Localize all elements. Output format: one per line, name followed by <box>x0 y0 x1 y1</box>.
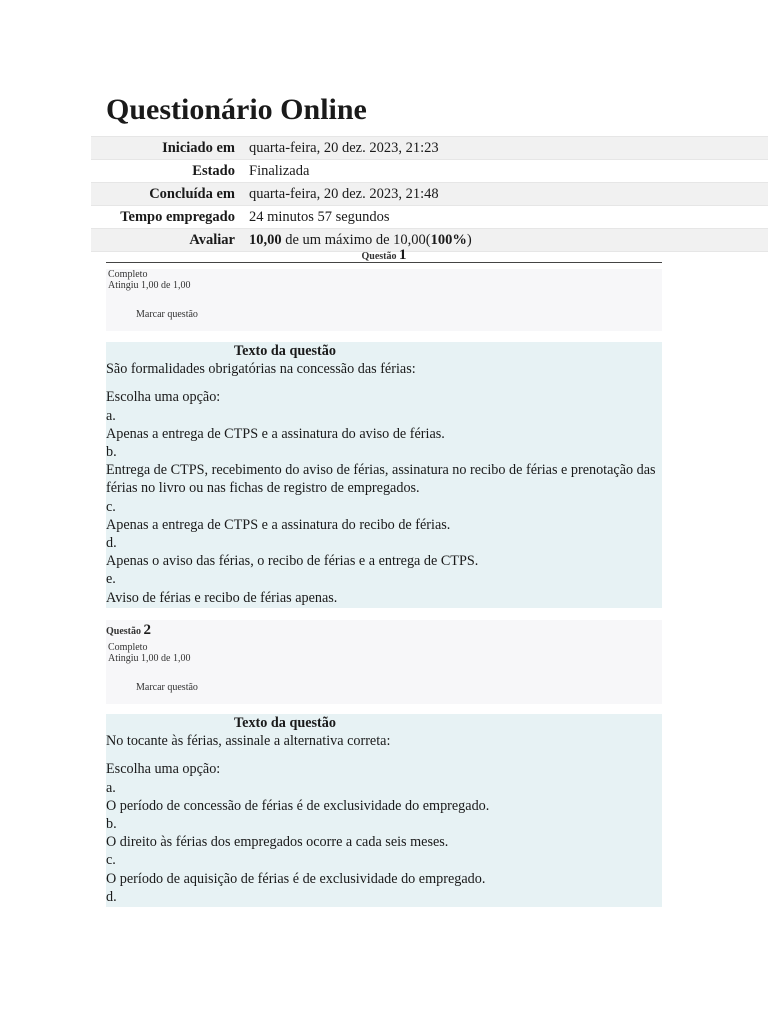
summary-label: Estado <box>192 163 235 179</box>
grade-percent: 100% <box>430 232 467 248</box>
summary-label: Tempo empregado <box>120 209 235 225</box>
option-text[interactable]: Aviso de férias e recibo de férias apenas. <box>106 589 338 606</box>
option-letter: c. <box>106 498 116 515</box>
option-text[interactable]: Apenas o aviso das férias, o recibo de férias e a entrega de CTPS. <box>106 553 479 570</box>
summary-value: quarta-feira, 20 dez. 2023, 21:23 <box>249 140 439 156</box>
summary-value: quarta-feira, 20 dez. 2023, 21:48 <box>249 186 439 202</box>
flag-question-link[interactable]: Marcar questão <box>136 309 198 320</box>
flag-question-link[interactable]: Marcar questão <box>136 682 198 693</box>
question-state: Completo <box>108 269 148 280</box>
option-text[interactable]: Apenas a entrega de CTPS e a assinatura do aviso de férias. <box>106 425 445 442</box>
option-letter: a. <box>106 407 116 424</box>
summary-label: Concluída em <box>149 186 235 202</box>
question-number-heading: Questão 1 <box>106 248 662 263</box>
option-letter: d. <box>106 888 117 905</box>
summary-row-completed <box>91 182 768 205</box>
summary-label: Avaliar <box>189 232 235 248</box>
question-text-title: Texto da questão <box>234 715 336 731</box>
question-number: 1 <box>399 247 407 263</box>
choose-option-label: Escolha uma opção: <box>106 389 221 406</box>
option-text[interactable]: Apenas a entrega de CTPS e a assinatura do recibo de férias. <box>106 516 451 533</box>
question-state: Completo <box>108 642 148 653</box>
summary-row-time-taken <box>91 205 768 228</box>
choose-option-label: Escolha uma opção: <box>106 761 221 778</box>
question-grade: Atingiu 1,00 de 1,00 <box>108 653 191 664</box>
question-1-header <box>106 248 662 263</box>
option-letter: a. <box>106 779 116 796</box>
option-letter: b. <box>106 444 117 461</box>
option-text[interactable]: O período de concessão de férias é de exclusividade do empregado. <box>106 797 490 814</box>
option-text[interactable]: O direito às férias dos empregados ocorre a cada seis meses. <box>106 834 449 851</box>
option-letter: b. <box>106 816 117 833</box>
option-letter: d. <box>106 535 117 552</box>
attempt-summary-table <box>91 136 768 252</box>
grade-score: 10,00 <box>249 232 282 248</box>
option-text[interactable]: O período de aquisição de férias é de exclusividade do empregado. <box>106 870 486 887</box>
grade-max: de um máximo de 10,00( <box>281 232 431 248</box>
question-2-content <box>106 714 662 907</box>
option-letter: e. <box>106 571 116 588</box>
question-prompt: São formalidades obrigatórias na concessão das férias: <box>106 361 416 378</box>
summary-label: Iniciado em <box>162 140 235 156</box>
summary-row-started <box>91 136 768 159</box>
question-number-heading: Questão 2 <box>106 622 151 638</box>
question-1-info <box>106 269 662 331</box>
summary-value: Finalizada <box>249 163 310 179</box>
question-text-title: Texto da questão <box>234 343 336 359</box>
question-number: 2 <box>143 622 151 638</box>
option-letter: c. <box>106 852 116 869</box>
option-text[interactable]: Entrega de CTPS, recebimento do aviso de férias, assinatura no recibo de férias e prenotação das férias no livro ou nas fichas de registro de empregados. <box>106 462 656 497</box>
summary-row-state <box>91 159 768 182</box>
question-grade: Atingiu 1,00 de 1,00 <box>108 280 191 291</box>
question-2-info <box>106 620 662 704</box>
grade-close-paren: ) <box>466 232 472 248</box>
summary-value: 24 minutos 57 segundos <box>249 209 390 225</box>
page-title: Questionário Online <box>106 93 367 126</box>
question-1-content <box>106 342 662 608</box>
question-prompt: No tocante às férias, assinale a alternativa correta: <box>106 733 391 750</box>
